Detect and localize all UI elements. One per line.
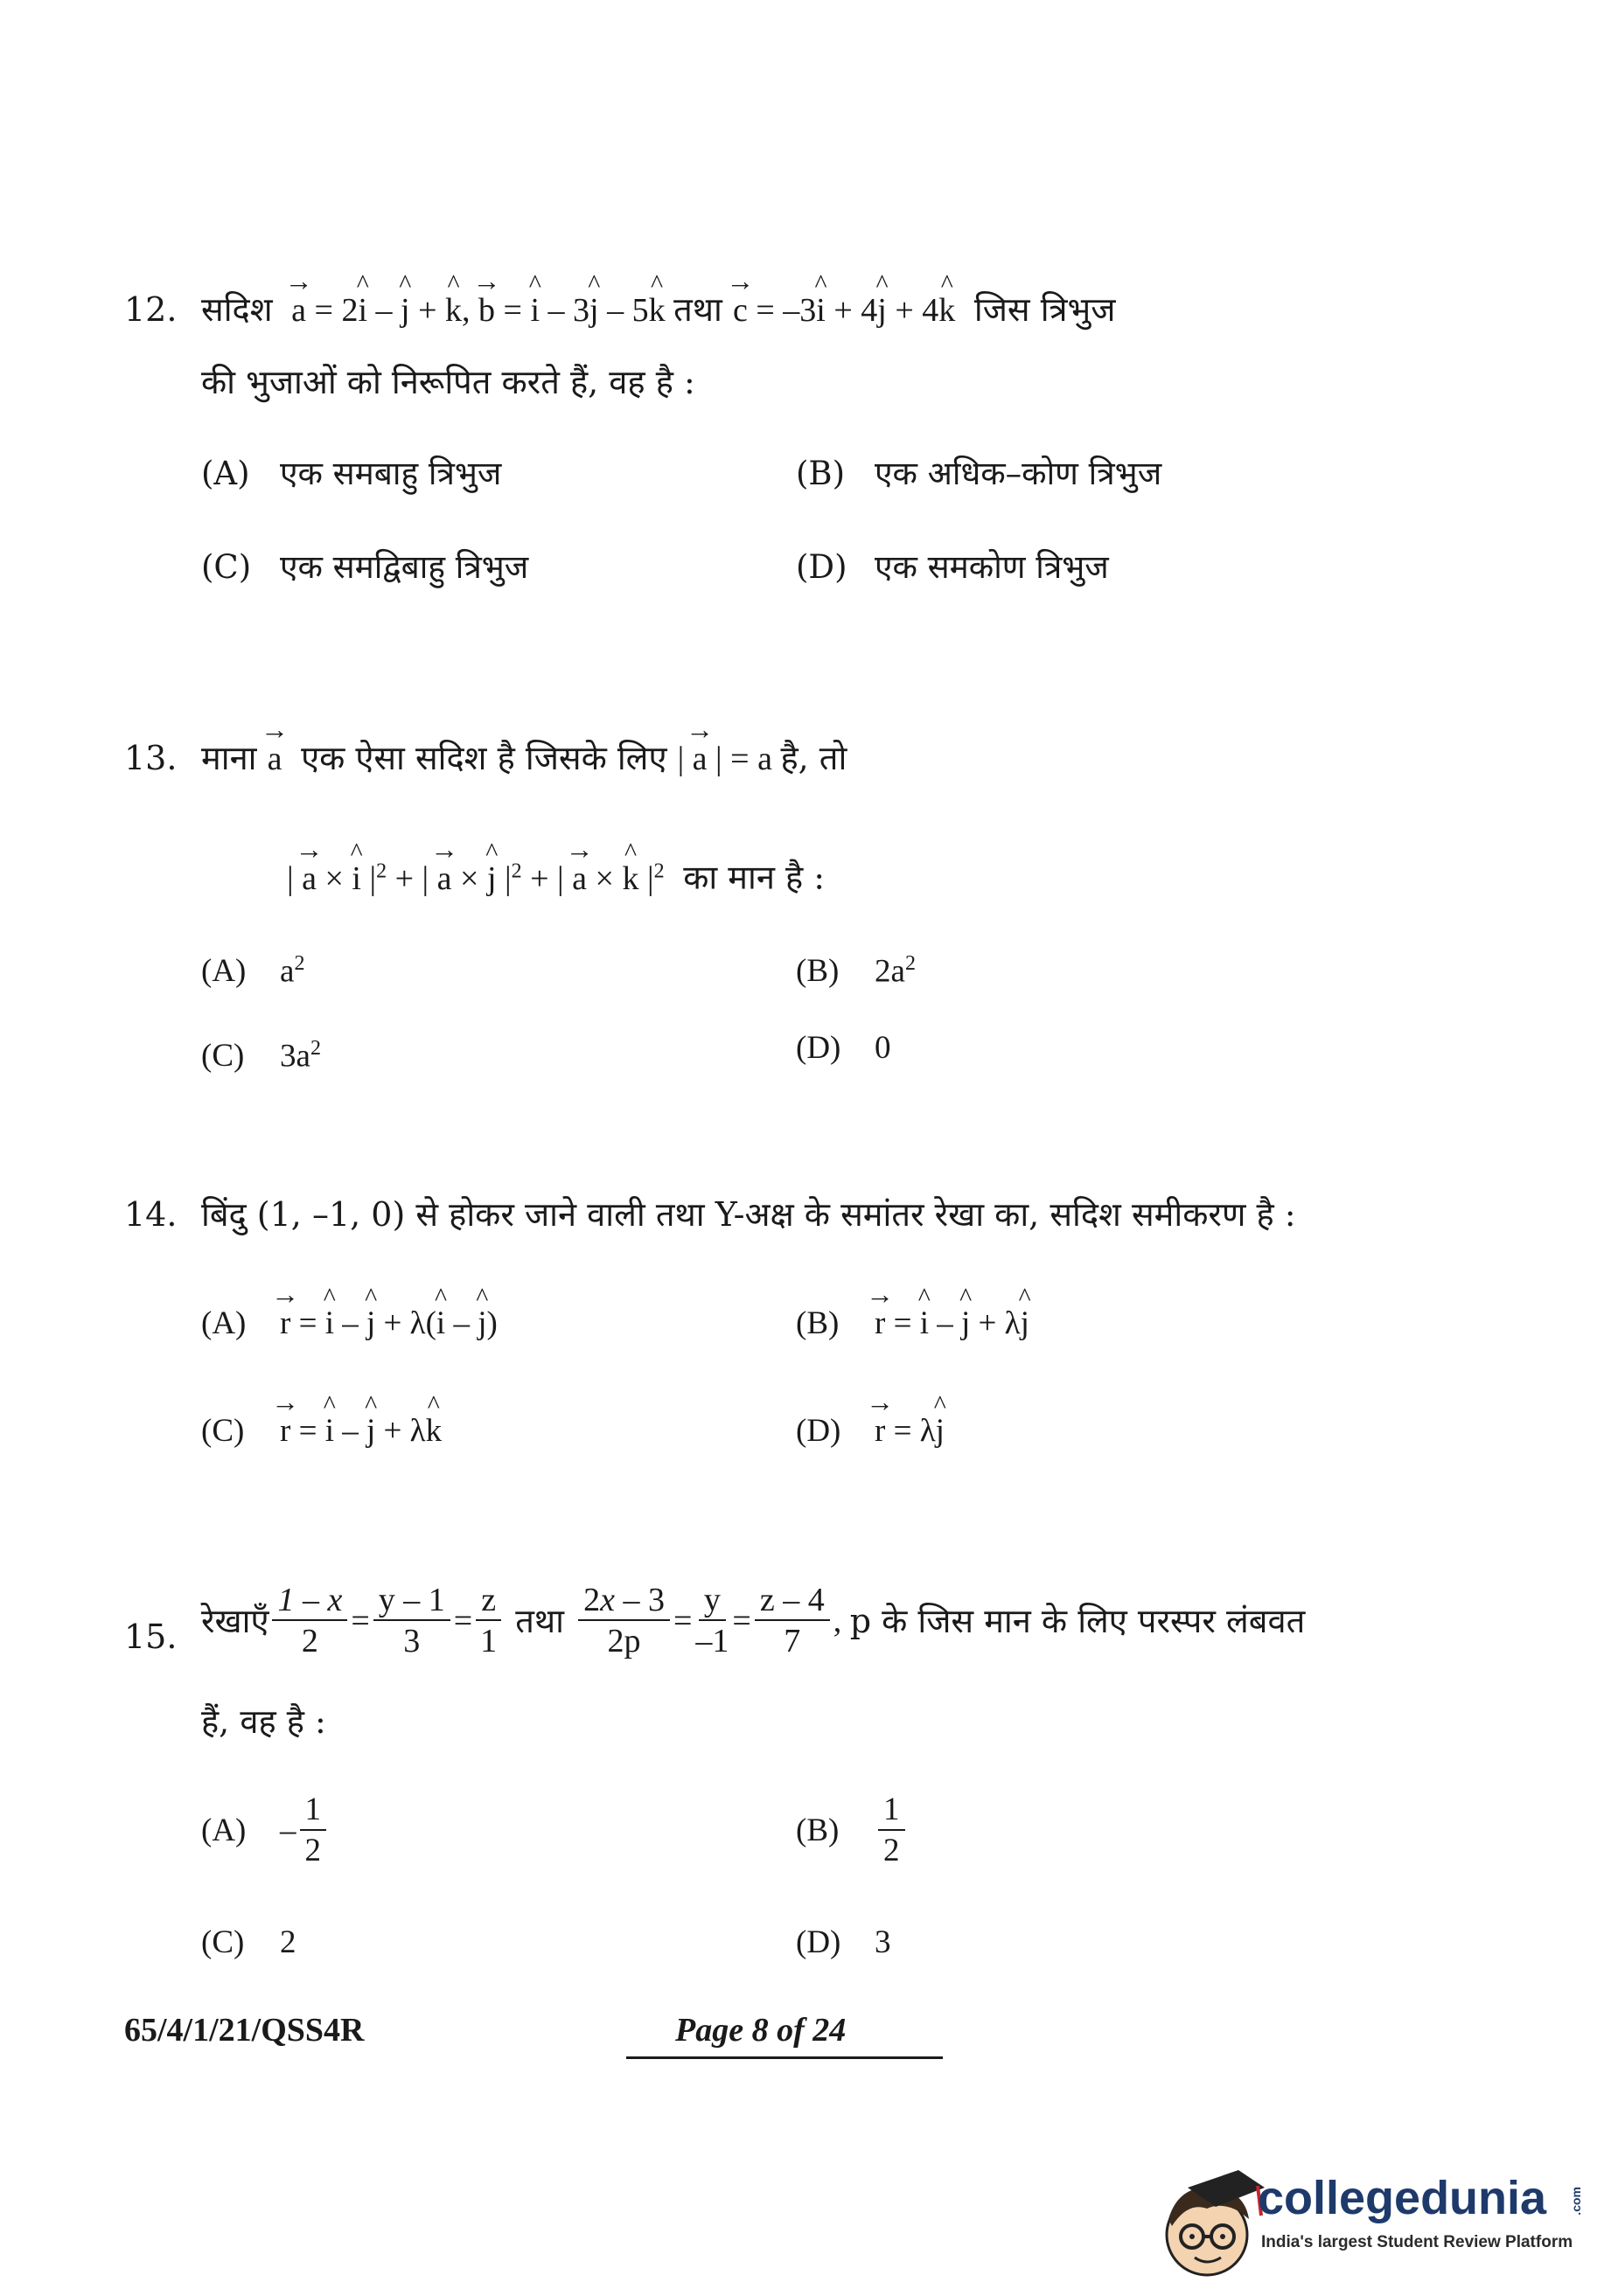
option-15a[interactable]: (A) – $\frac{1}{2}$	[201, 1791, 330, 1871]
logo-tagline: India's largest Student Review Platform	[1261, 2233, 1573, 2251]
question-text: माना → a एक ऐसा सदिश है जिसके लिए | → a | = a है, तो	[201, 737, 847, 780]
option-14a[interactable]: (A)→ r = ^ i – ^ j + λ(^ i – ^ j)	[201, 1303, 498, 1345]
question-number: 13.	[124, 739, 178, 777]
page-number: Page 8 of 24	[675, 2012, 847, 2049]
question-text: बिंदु (1, –1, 0) से होकर जाने वाली तथा Y-अक्ष के समांतर रेखा का, सदिश समीकरण है :	[201, 1195, 1296, 1234]
option-15b[interactable]: (B) $\frac{1}{2}$	[796, 1791, 909, 1871]
option-12b[interactable]: (B) एक अधिक–कोण त्रिभुज	[796, 455, 1162, 492]
question-number: 12.	[124, 290, 178, 329]
option-13c[interactable]: (C) $3a^2$	[201, 1037, 321, 1075]
option-13d[interactable]: (D) 0	[796, 1030, 891, 1066]
option-14b[interactable]: (B)→ r = ^ i – ^ j + λ^ j	[796, 1303, 1029, 1345]
question-12-line2: की भुजाओं को निरूपित करते हैं, वह है :	[201, 363, 695, 401]
option-12c[interactable]: (C) एक समद्विबाहु त्रिभुज	[201, 548, 529, 586]
question-number: 14.	[124, 1195, 178, 1234]
option-13b[interactable]: (B) $2a^2$	[796, 952, 916, 990]
option-13a[interactable]: (A) $a^2$	[201, 952, 305, 990]
option-15d[interactable]: (D) 3	[796, 1924, 891, 1960]
question-text: रेखाएँ $\frac{1 - x}{2}$ = $\frac{y - 1}{3}$ = $\frac{z}{1}$ तथा $\frac{2x - 3}{2p}$ = $\frac{y}{-1}$ = $\frac{z - 4}{7}$ , p के जिस मान के लिए परस्पर लंबवत	[201, 1582, 1306, 1659]
question-15-line2: हैं, वह है :	[201, 1702, 326, 1741]
page-number-underline	[626, 2056, 943, 2059]
option-15c[interactable]: (C) 2	[201, 1924, 296, 1960]
option-12a[interactable]: (A) एक समबाहु त्रिभुज	[201, 455, 502, 492]
collegedunia-logo[interactable]	[1153, 2158, 1584, 2289]
question-13-expression: | → a × ^ i $|^2$ + | → a × ^ j $|^2$ + | → a × ^ k $|^2$ का मान है :	[287, 850, 825, 900]
mascot-icon	[1153, 2158, 1266, 2289]
question-number: 15.	[124, 1618, 178, 1656]
paper-code: 65/4/1/21/QSS4R	[124, 2012, 365, 2049]
logo-name: collegedunia .com	[1258, 2172, 1584, 2224]
question-text: सदिश → a = 2^ i – ^ j + ^ k, → b = ^ i – 3^ j – 5^ k तथा → c = –3^ i + 4^ j + 4^ k जिस त्रिभुज	[201, 289, 1115, 331]
option-14c[interactable]: (C)→ r = ^ i – ^ j + λ^ k	[201, 1410, 442, 1452]
option-14d[interactable]: (D)→ r = λ^ j	[796, 1410, 945, 1452]
option-12d[interactable]: (D) एक समकोण त्रिभुज	[796, 548, 1109, 586]
